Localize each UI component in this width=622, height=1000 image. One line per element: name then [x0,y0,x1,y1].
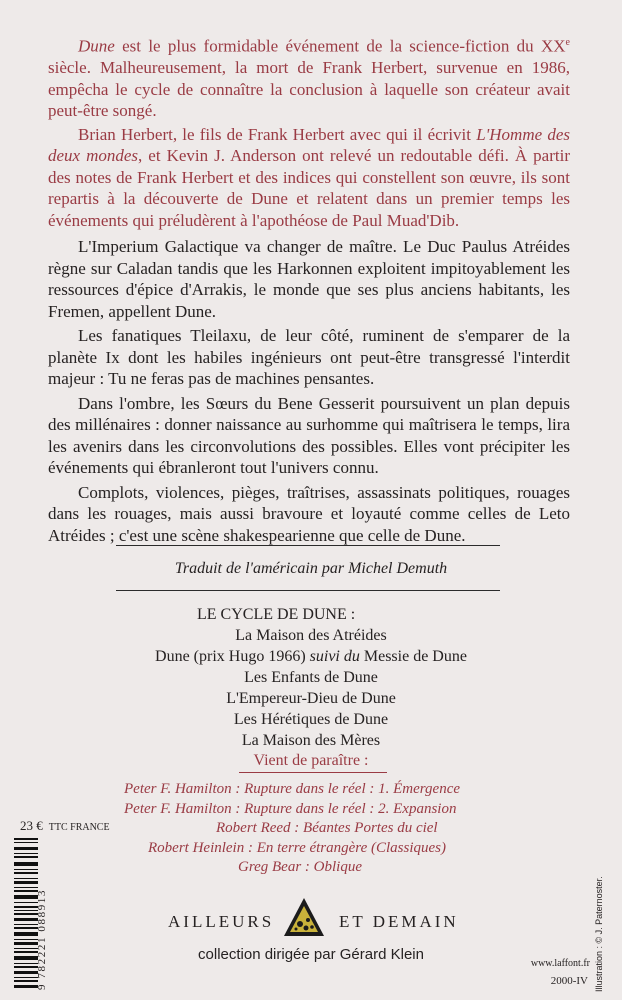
cycle-book: La Maison des Atréides [235,627,387,644]
cycle-book: Les Enfants de Dune [244,669,378,686]
cycle-book: Les Hérétiques de Dune [233,711,389,728]
intro-paragraph-1 [48,32,570,122]
divider-top [116,545,500,546]
new-release-item: Peter F. Hamilton : Rupture dans le réel : 1. Émergence [124,781,461,797]
intro-lead-title: Dune [78,36,115,56]
brand-left-word: AILLEURS [168,912,275,931]
intro-section [48,32,570,231]
barcode-icon [14,838,38,988]
divider-bottom [116,590,500,591]
translator-credit: Traduit de l'américain par Michel Demuth [174,560,448,577]
publisher-logo-icon [282,896,326,940]
cycle-list [0,604,622,751]
price-label [20,818,110,834]
brand-right-word: ET DEMAIN [339,912,459,931]
new-release-item: Greg Bear : Oblique [238,859,362,875]
century-superscript: e [565,37,570,48]
book-title: L'Homme des deux mondes [48,124,570,166]
synopsis-paragraph-4: Complots, violences, pièges, traîtrises, assassinats politiques, rouages dans les rouages, mais aussi bravoure et loyauté comme celles de Leto Atréides ; c'est une scène shakespearienne que celle de Dune. [48,482,570,545]
new-release-item: Peter F. Hamilton : Rupture dans le réel : 2. Expansion [124,800,457,817]
cycle-book: L'Empereur-Dieu de Dune [226,690,396,707]
illustration-credit: Illustration : © J. Paternoster. [594,876,604,992]
cycle-book-connector: suivi du [309,648,360,665]
intro-text-continued: siècle. Malheureusement, la mort de Frank Herbert, survenue en 1986, empêcha le cycle de connaître la conclusion à laquelle son créateur avait peut-être songé. [48,58,570,121]
collection-director: collection dirigée par Gérard Klein [198,946,424,963]
isbn-text: 9 782221 088913 [36,889,48,990]
publisher-website: www.laffont.fr [530,958,590,969]
synopsis-paragraph-3: Dans l'ombre, les Sœurs du Bene Gesserit poursuivent un plan depuis des millénaires : donner naissance au surhomme qui maîtrisera le temps, lira les avenirs dans les circonvolutions des possibles. Elles vont précipiter les événements qui ébranleront tout l'univers connu. [48,393,570,477]
cycle-book-part: Dune (prix Hugo 1966) [155,648,310,665]
isbn-number [36,842,50,990]
cycle-book [0,646,622,667]
synopsis-section [48,236,570,546]
intro-text: Brian Herbert, le fils de Frank Herbert avec qui il écrivit [78,124,477,144]
new-releases-title: Vient de paraître : [253,752,369,769]
cycle-heading: LE CYCLE DE DUNE : [197,606,356,623]
new-release-item: Robert Heinlein : En terre étrangère (Classiques) [148,839,446,856]
intro-text-continued: , et Kevin J. Anderson ont relevé un redoutable défi. À partir des notes de Frank Herbert et des indices qui constellent son œuvre, ils sont repartis à la découverte de Dune et relatent dans un premier temps les événements qui préludèrent à l'apothéose de Paul Muad'Dib. [48,146,570,230]
synopsis-paragraph-2: Les fanatiques Tleilaxu, de leur côté, ruminent de s'emparer de la planète Ix dont les habiles ingénieurs ont peut-être transgressé l'interdit majeur : Tu ne feras pas de machines pensantes. [48,326,570,388]
cycle-book-part: Messie de Dune [359,648,467,665]
new-releases-underline [239,772,387,773]
cycle-book: La Maison des Mères [241,732,381,749]
edition-code: 2000-IV [550,975,588,987]
new-release-item: Robert Reed : Béantes Portes du ciel [216,820,438,836]
price-amount: 23 € [20,818,43,833]
price-note: TTC FRANCE [48,822,110,833]
intro-paragraph-2 [48,124,570,232]
synopsis-paragraph-1: L'Imperium Galactique va changer de maître. Le Duc Paulus Atréides règne sur Caladan tandis que les Harkonnen exploitent impitoyablement les ressources d'épice d'Arrakis, le monde que ses plus anciens habitants, les Fremen, appellent Dune. [48,237,570,321]
intro-text: est le plus formidable événement de la science-fiction du XX [114,36,566,56]
